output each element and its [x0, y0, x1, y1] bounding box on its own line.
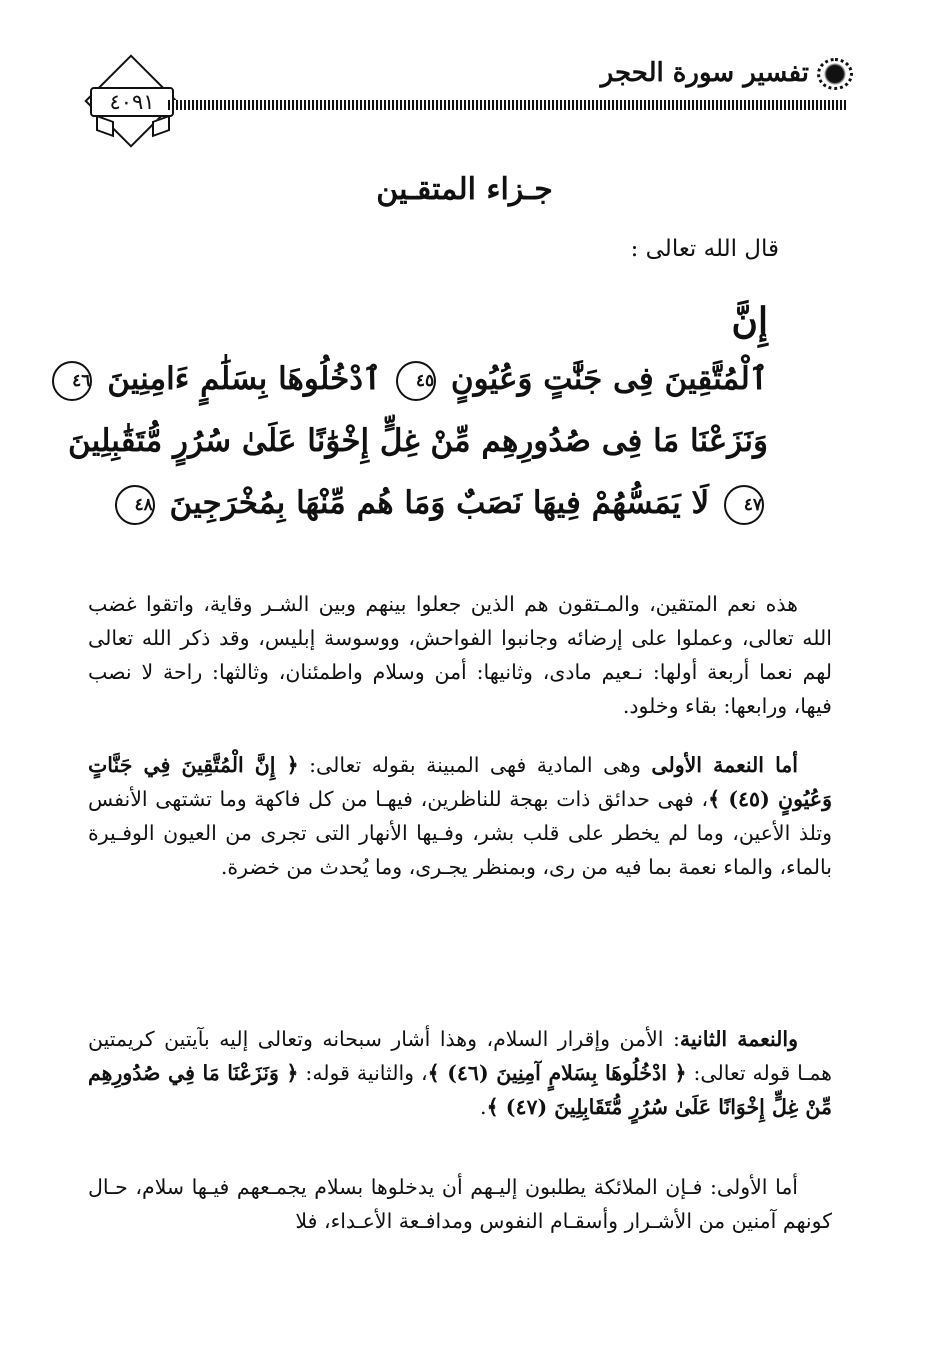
page-number: ٤٠٩١: [90, 87, 174, 117]
paragraph-lead: أما النعمة الأولى: [651, 753, 798, 777]
page-header: [0, 40, 929, 150]
verse-number-marker: ٤٧: [724, 485, 764, 525]
paragraph-text: : الأمن وإقرار السلام، وهذا أشار سبحانه وتعالى إليه بآيتين كريمتين همـا قوله تعالى:: [88, 1027, 832, 1085]
verse-number-marker: ٤٥: [396, 361, 436, 401]
intro-text: قال الله تعالى :: [630, 236, 779, 262]
paragraph-text: هذه نعم المتقين، والمـتقون هم الذين جعلوا بينهم وبين الشـر وقاية، واتقوا غضب الله تعالى، وعملوا على إرضائه وجانبوا الفواحش، ووسوسة إبليس، وقد ذكر الله تعالى لهم نعما أربعة أولها: نـعيم مادى، وثانيها: أمن وسلام واطمئنان، وثالثها: راحة لا نصب فيها، ورابعها: بقاء وخلود.: [88, 592, 832, 718]
ornament-icon: [821, 62, 849, 86]
section-title: جـزاء المتقـين: [376, 172, 553, 207]
running-title: تفسير سورة الحجر: [600, 58, 809, 88]
paragraph-text: ، والثانية قوله:: [305, 1061, 428, 1085]
quran-verses: [68, 300, 768, 534]
paragraph-2: [88, 748, 832, 884]
verse-text: لَا يَمَسُّهُمْ فِيهَا نَصَبٌ وَمَا هُم مِّنْهَا بِمُخْرَجِينَ: [169, 485, 710, 521]
paragraph-4: [88, 1170, 832, 1238]
verse-line-1: [72, 348, 768, 410]
paragraph-1: [88, 587, 832, 723]
verse-opening: إِنَّ: [731, 300, 768, 342]
verse-line-3: [134, 472, 768, 534]
verse-quote: ﴿ وَنَزَعْنَا مَا فِي صُدُورِهِم مِّنْ غِلٍّ إِخْوَانًا عَلَىٰ سُرُرٍ مُّتَقَابِلِينَ (٤٧) ﴾: [88, 1061, 832, 1119]
verse-quote: ﴿ إِنَّ الْمُتَّقِينَ فِي جَنَّاتٍ وَعُيُونٍ (٤٥) ﴾: [88, 753, 832, 811]
paragraph-text: .: [480, 1095, 487, 1119]
verse-line-2: [68, 410, 768, 472]
verse-text: وَنَزَعْنَا مَا فِى صُدُورِهِم مِّنْ غِلٍّ إِخْوَٰنًا عَلَىٰ سُرُرٍ مُّتَقَٰبِلِينَ: [68, 423, 768, 459]
header-rule: [168, 100, 848, 110]
verse-text: ٱدْخُلُوهَا بِسَلَٰمٍ ءَامِنِينَ: [107, 361, 382, 397]
paragraph-lead: والنعمة الثانية: [679, 1027, 798, 1051]
verse-quote: ﴿ ادْخُلُوهَا بِسَلامٍ آمِنِينَ (٤٦) ﴾: [427, 1061, 687, 1085]
paragraph-text: وهى المادية فهى المبينة بقوله تعالى:: [309, 753, 641, 777]
verse-number-marker: ٤٨: [115, 485, 155, 525]
paragraph-text: ، فهى حدائق ذات بهجة للناظرين، فيهـا من كل فاكهة وما تشتهى الأنفس وتلذ الأعين، وما لم يخطر على قلب بشر، وفـيها الأنهار التى تجرى من العيون الوفـيرة بالماء، والماء نعمة بما فيه من رى، وبمنظر يجـرى، وما يُحدث من خضرة.: [88, 787, 832, 879]
paragraph-3: [88, 1022, 832, 1124]
verse-number-marker: ٤٦: [52, 361, 92, 401]
verse-text: ٱلْمُتَّقِينَ فِى جَنَّٰتٍ وَعُيُونٍ: [450, 361, 768, 397]
paragraph-text: أما الأولى: فـإن الملائكة يطلبون إليـهم أن يدخلوها بسلام يجمـعهم فيـها سلام، حـال كونهم آمنين من الأشـرار وأسقـام النفوس ومدافـعة الأعـداء، فلا: [88, 1175, 832, 1233]
